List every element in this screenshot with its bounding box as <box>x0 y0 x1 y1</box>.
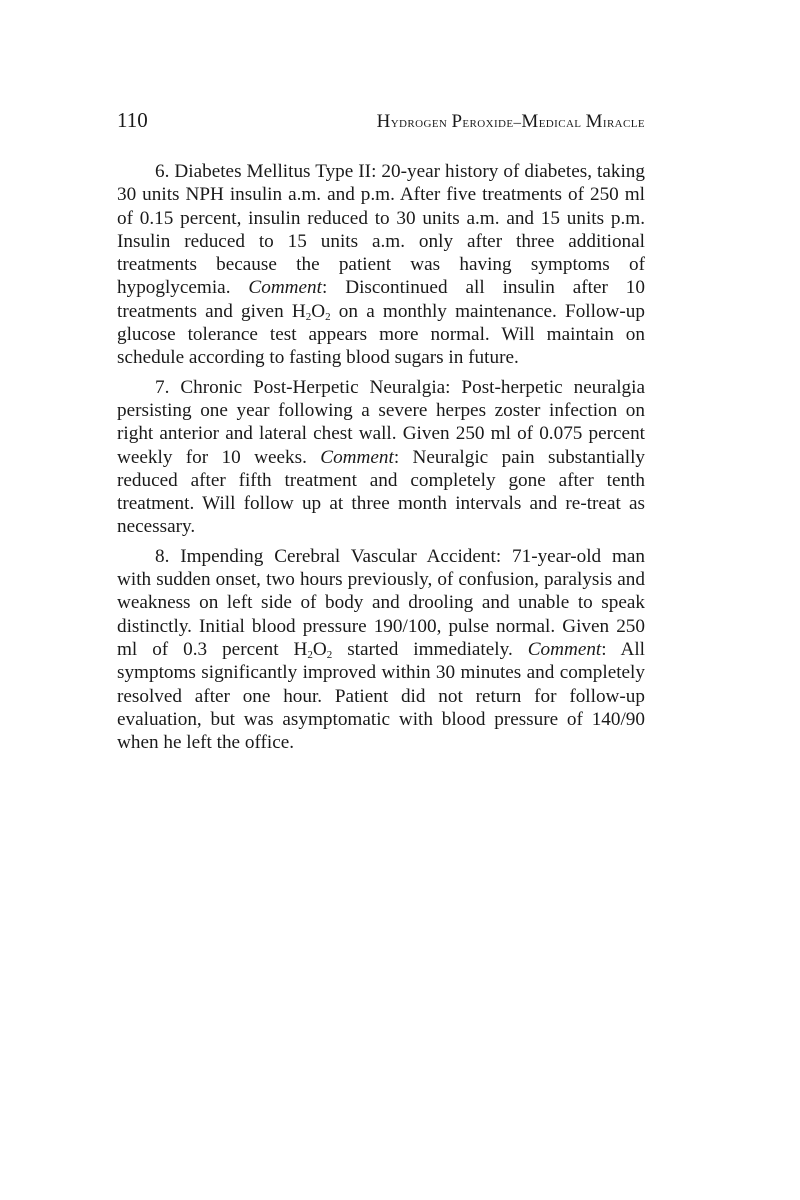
book-page <box>117 108 645 760</box>
case-entry-8: 8. Impending Cerebral Vascular Accident: 71-year-old man with sudden onset, two hours previously, of confusion, paralysis and weakness on left side of body and drooling and unable to speak distinctly. Initial blood pressure 190/100, pulse normal. Given 250 ml of 0.3 percent $H_2O_2$ started immediately. Comment: All symptoms significantly improved within 30 minutes and completely resolved after one hour. Patient did not return for follow-up evaluation, but was asymptomatic with blood pressure of 140/90 when he left the office. <box>117 545 646 754</box>
comment-label: Comment <box>248 277 322 299</box>
page-number: 110 <box>117 108 148 132</box>
comment-label: Comment <box>320 446 394 468</box>
case-entry-7: 7. Chronic Post-Herpetic Neuralgia: Post-herpetic neuralgia persisting one year following a severe herpes zoster infection on right anterior and lateral chest wall. Given 250 ml of 0.075 percent weekly for 10 weeks. Comment: Neuralgic pain substantially reduced after fifth treatment and completely gone after tenth treatment. Will follow up at three month intervals and re-treat as necessary. <box>117 376 645 538</box>
running-title: Hydrogen Peroxide–Medical Miracle <box>376 111 645 132</box>
case-entry-6: 6. Diabetes Mellitus Type II: 20-year history of diabetes, taking 30 units NPH insulin a.m. and p.m. After five treatments of 250 ml of 0.15 percent, insulin reduced to 30 units a.m. and 15 units p.m. Insulin reduced to 15 units a.m. only after three additional treatments because the patient was having symptoms of hypoglycemia. Comment: Discontinued all insulin after 10 treatments and given $H_2O_2$ on a monthly maintenance. Follow-up glucose tolerance test appears more normal. Will maintain on schedule according to fasting blood sugars in future. <box>117 161 645 369</box>
comment-label: Comment <box>527 638 602 660</box>
running-head <box>117 108 645 138</box>
chemical-formula-h2o2: $H_2O_2$ <box>293 638 333 661</box>
chemical-formula-h2o2: $H_2O_2$ <box>291 300 331 323</box>
